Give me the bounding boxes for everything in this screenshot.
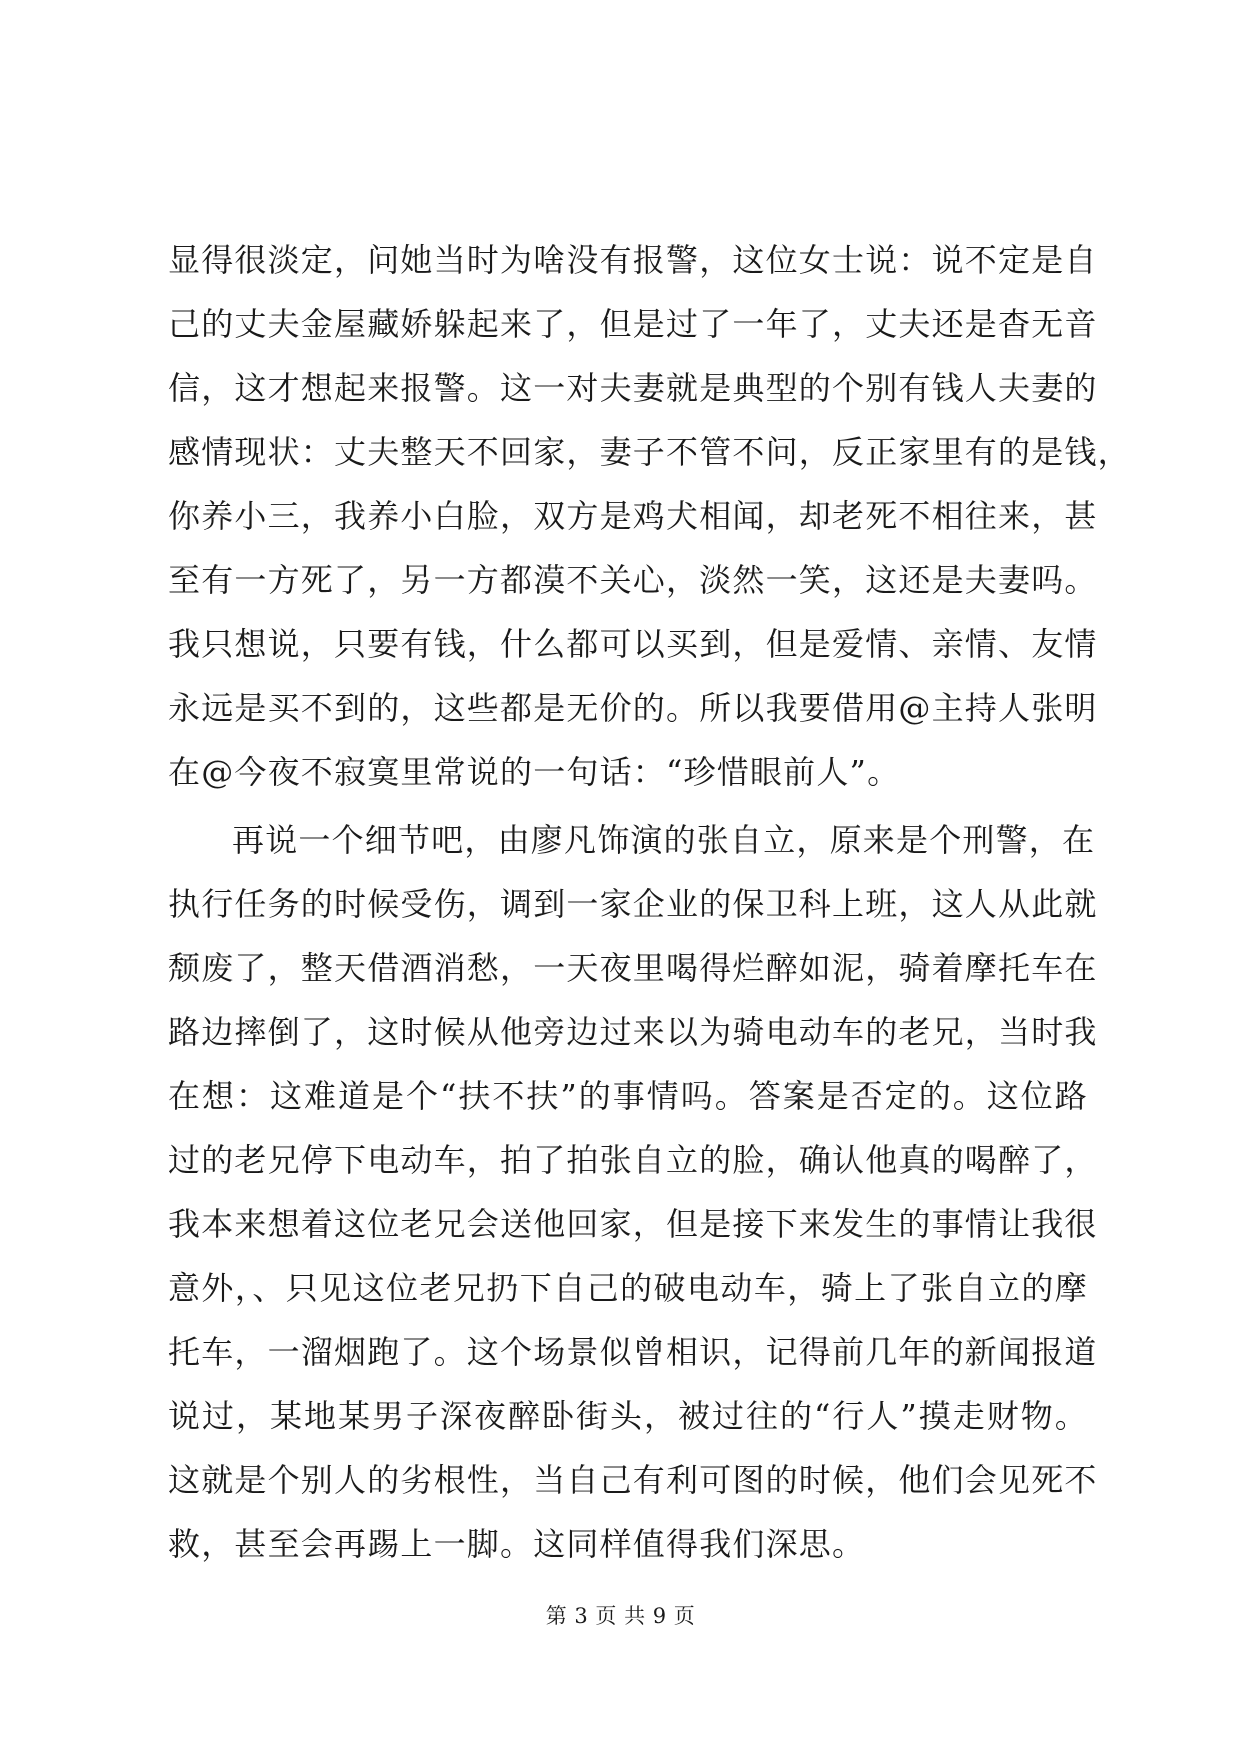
text-line: 再说一个细节吧，由廖凡饰演的张自立，原来是个刑警，在 xyxy=(232,821,1096,859)
text-line: 在想：这难道是个“扶不扶”的事情吗。答案是否定的。这位路 xyxy=(168,1077,1088,1115)
text-line: 救，甚至会再踢上一脚。这同样值得我们深思。 xyxy=(168,1525,866,1563)
paragraph-1 xyxy=(168,228,1131,804)
text-line: 执行任务的时候受伤，调到一家企业的保卫科上班，这人从此就 xyxy=(168,885,1098,923)
text-line: 至有一方死了，另一方都漠不关心，淡然一笑，这还是夫妻吗。 xyxy=(168,561,1098,599)
text-line: 路边摔倒了，这时候从他旁边过来以为骑电动车的老兄，当时我 xyxy=(168,1013,1098,1051)
text-line: 说过，某地某男子深夜醉卧街头，被过往的“行人”摸走财物。 xyxy=(168,1397,1088,1435)
text-line: 己的丈夫金屋藏娇躲起来了，但是过了一年了，丈夫还是杳无音 xyxy=(168,305,1098,343)
text-line: 永远是买不到的，这些都是无价的。所以我要借用@主持人张明 xyxy=(168,689,1098,727)
text-line: 信，这才想起来报警。这一对夫妻就是典型的个别有钱人夫妻的 xyxy=(168,369,1098,407)
text-line: 这就是个别人的劣根性，当自己有利可图的时候，他们会见死不 xyxy=(168,1461,1098,1499)
text-line: 我本来想着这位老兄会送他回家，但是接下来发生的事情让我很 xyxy=(168,1205,1098,1243)
paragraph-2 xyxy=(168,808,1098,1576)
text-line: 感情现状：丈夫整天不回家，妻子不管不问，反正家里有的是钱， xyxy=(168,433,1131,471)
text-line: 你养小三，我养小白脸，双方是鸡犬相闻，却老死不相往来，甚 xyxy=(168,497,1098,535)
document-body xyxy=(168,228,1131,1576)
text-line: 意外，、只见这位老兄扔下自己的破电动车，骑上了张自立的摩 xyxy=(168,1269,1088,1307)
text-line: 我只想说，只要有钱，什么都可以买到，但是爱情、亲情、友情 xyxy=(168,625,1098,663)
text-line: 颓废了，整天借酒消愁，一天夜里喝得烂醉如泥，骑着摩托车在 xyxy=(168,949,1098,987)
text-line: 在@今夜不寂寞里常说的一句话：“珍惜眼前人”。 xyxy=(168,753,901,791)
text-line: 显得很淡定，问她当时为啥没有报警，这位女士说：说不定是自 xyxy=(168,241,1098,279)
text-line: 托车，一溜烟跑了。这个场景似曾相识，记得前几年的新闻报道 xyxy=(168,1333,1098,1371)
text-line: 过的老兄停下电动车，拍了拍张自立的脸，确认他真的喝醉了， xyxy=(168,1141,1098,1179)
page-number-footer: 第 3 页 共 9 页 xyxy=(545,1604,696,1628)
